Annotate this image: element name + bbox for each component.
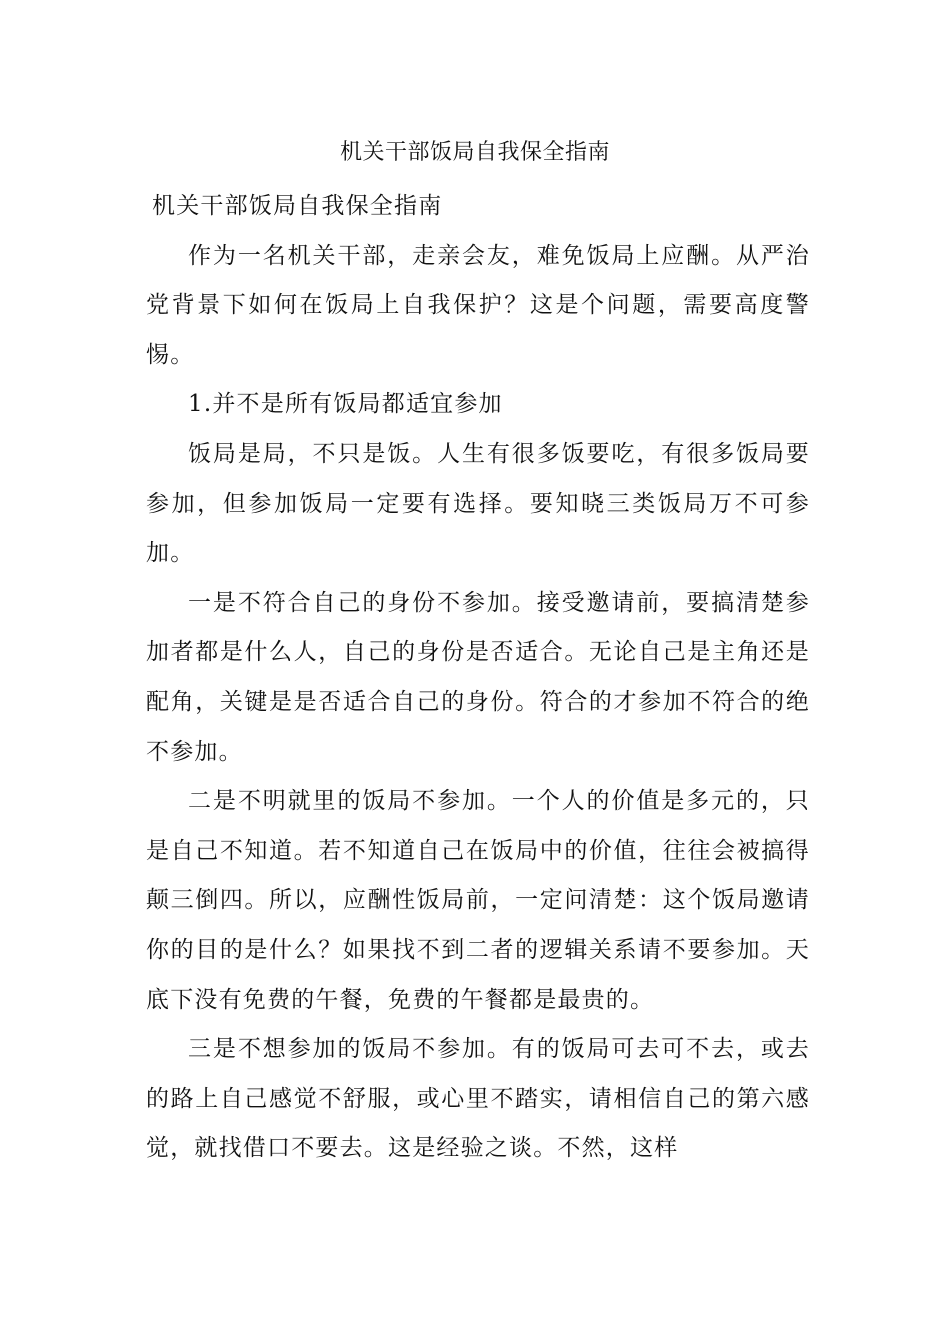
paragraph-point-two: 二是不明就里的饭局不参加。一个人的价值是多元的，只是自己不知道。若不知道自己在饭局中的价值，往往会被搞得颠三倒四。所以，应酬性饭局前，一定问清楚：这个饭局邀请你的目的是什么？如果找不到二者的逻辑关系请不要参加。天底下没有免费的午餐，免费的午餐都是最贵的。 — [146, 788, 810, 1013]
document-title: 机关干部饭局自我保全指南 — [339, 140, 610, 165]
paragraph-point-three: 三是不想参加的饭局不参加。有的饭局可去可不去，或去的路上自己感觉不舒服，或心里不踏实，请相信自己的第六感觉，就找借口不要去。这是经验之谈。不然，这样 — [146, 1036, 810, 1162]
paragraph-dinner-choice: 饭局是局，不只是饭。人生有很多饭要吃，有很多饭局要参加，但参加饭局一定要有选择。要知晓三类饭局万不可参加。 — [146, 440, 810, 567]
document-body — [146, 182, 810, 1174]
paragraph-intro: 作为一名机关干部，走亲会友，难免饭局上应酬。从严治党背景下如何在饭局上自我保护？这是个问题，需要高度警惕。 — [146, 242, 810, 368]
document-subtitle: 机关干部饭局自我保全指南 — [152, 193, 443, 219]
paragraph-point-one: 一是不符合自己的身份不参加。接受邀请前，要搞清楚参加者都是什么人，自己的身份是否适合。无论自己是主角还是配角，关键是是否适合自己的身份。符合的才参加不符合的绝不参加。 — [146, 589, 810, 765]
section-heading-1: 1.并不是所有饭局都适宜参加 — [188, 391, 503, 418]
